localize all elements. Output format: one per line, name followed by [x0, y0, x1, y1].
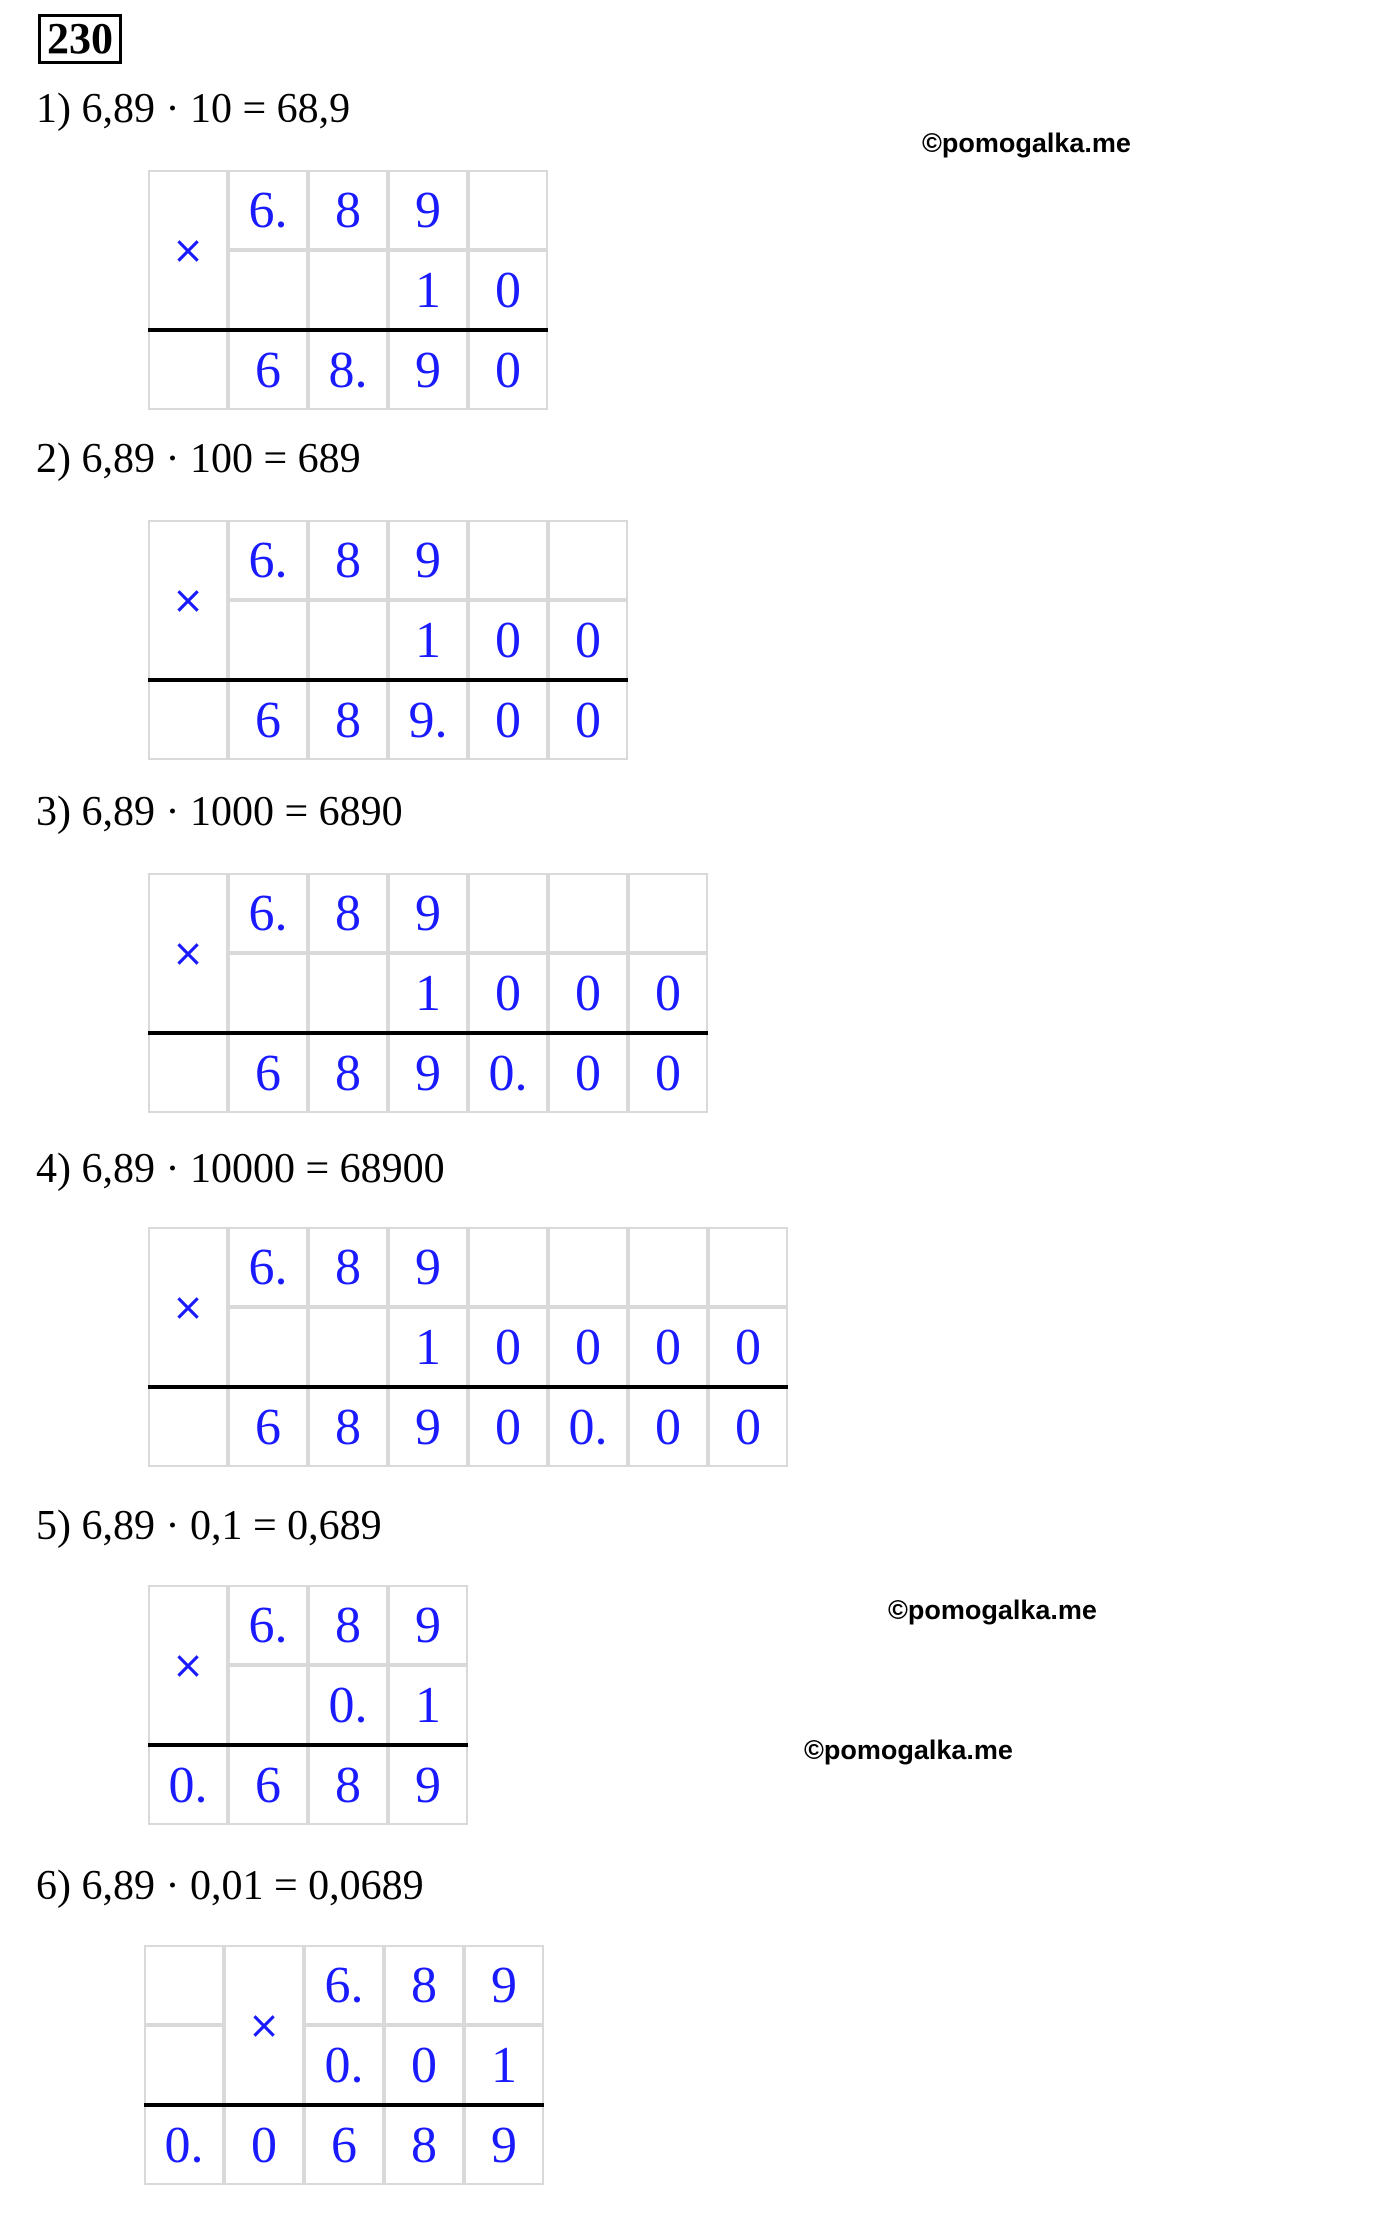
equation-6: 6) 6,89 · 0,01 = 0,0689 [36, 1863, 424, 1909]
multiplication-grid-3 [148, 873, 708, 1113]
digit-cell: 6 [228, 1033, 308, 1113]
digit-cell: 0 [628, 1033, 708, 1113]
result-line [148, 1031, 708, 1035]
digit-cell [228, 1307, 308, 1387]
digit-cell [548, 520, 628, 600]
digit-cell: 1 [388, 600, 468, 680]
digit-cell [228, 953, 308, 1033]
digit-cell: 6. [228, 873, 308, 953]
digit-cell: 0 [628, 1387, 708, 1467]
digit-cell [308, 250, 388, 330]
digit-cell: 0. [468, 1033, 548, 1113]
equation-3: 3) 6,89 · 1000 = 6890 [36, 789, 403, 835]
digit-cell: 8 [308, 1585, 388, 1665]
digit-cell: 8 [308, 1745, 388, 1825]
digit-cell: 9 [388, 330, 468, 410]
digit-cell: 0 [548, 680, 628, 760]
digit-cell: 6 [304, 2105, 384, 2185]
digit-cell [308, 1307, 388, 1387]
digit-cell: 9 [388, 1585, 468, 1665]
multiplication-grid-1 [148, 170, 548, 410]
multiplication-grid-6 [144, 1945, 544, 2185]
watermark-2: ©pomogalka.me [888, 1595, 1097, 1625]
digit-cell [468, 520, 548, 600]
digit-cell [148, 330, 228, 410]
multiplication-grid-4 [148, 1227, 788, 1467]
digit-cell: 0 [468, 1307, 548, 1387]
equation-4: 4) 6,89 · 10000 = 68900 [36, 1146, 445, 1192]
watermark-3: ©pomogalka.me [804, 1735, 1013, 1765]
digit-cell [144, 2025, 224, 2105]
result-line [144, 2103, 544, 2107]
digit-cell: 0. [548, 1387, 628, 1467]
multiplication-grid-2 [148, 520, 628, 760]
digit-cell: 0 [384, 2025, 464, 2105]
digit-cell: 8 [308, 873, 388, 953]
equation-5: 5) 6,89 · 0,1 = 0,689 [36, 1503, 382, 1549]
digit-cell: 6. [228, 520, 308, 600]
digit-cell [228, 250, 308, 330]
digit-cell: 8 [308, 680, 388, 760]
digit-cell: 6. [304, 1945, 384, 2025]
digit-cell: 0 [708, 1387, 788, 1467]
result-line [148, 1743, 468, 1747]
digit-cell: 9 [388, 1033, 468, 1113]
digit-cell: 0 [468, 1387, 548, 1467]
digit-cell: 0 [468, 953, 548, 1033]
digit-cell: 8 [384, 1945, 464, 2025]
digit-cell: 1 [388, 953, 468, 1033]
digit-cell: 0. [144, 2105, 224, 2185]
digit-cell: 0 [548, 1033, 628, 1113]
result-line [148, 328, 548, 332]
digit-cell: 0 [548, 953, 628, 1033]
digit-cell [548, 873, 628, 953]
digit-cell: 0 [468, 250, 548, 330]
digit-cell: 6. [228, 170, 308, 250]
digit-cell: 6. [228, 1227, 308, 1307]
digit-cell [228, 600, 308, 680]
digit-cell: 0 [468, 330, 548, 410]
multiply-sign: × [148, 170, 228, 330]
digit-cell [468, 170, 548, 250]
digit-cell: 9 [388, 873, 468, 953]
digit-cell [628, 1227, 708, 1307]
multiply-sign: × [148, 873, 228, 1033]
multiply-sign: × [148, 520, 228, 680]
digit-cell: 8 [384, 2105, 464, 2185]
digit-cell: 0. [148, 1745, 228, 1825]
task-number: 230 [38, 14, 122, 64]
digit-cell: 0. [304, 2025, 384, 2105]
digit-cell: 9 [464, 1945, 544, 2025]
digit-cell: 6. [228, 1585, 308, 1665]
digit-cell: 1 [388, 1307, 468, 1387]
equation-2: 2) 6,89 · 100 = 689 [36, 436, 361, 482]
digit-cell: 6 [228, 1387, 308, 1467]
digit-cell [628, 873, 708, 953]
watermark-1: ©pomogalka.me [922, 128, 1131, 158]
digit-cell: 0 [628, 953, 708, 1033]
result-line [148, 1385, 788, 1389]
digit-cell: 6 [228, 330, 308, 410]
digit-cell: 0 [468, 600, 548, 680]
digit-cell: 9 [388, 1387, 468, 1467]
multiply-sign: × [148, 1585, 228, 1745]
digit-cell: 9 [464, 2105, 544, 2185]
digit-cell [144, 1945, 224, 2025]
digit-cell [308, 600, 388, 680]
digit-cell: 0 [224, 2105, 304, 2185]
digit-cell: 9 [388, 170, 468, 250]
multiply-sign: × [148, 1227, 228, 1387]
digit-cell: 8 [308, 1387, 388, 1467]
digit-cell [308, 953, 388, 1033]
digit-cell: 8 [308, 520, 388, 600]
digit-cell [708, 1227, 788, 1307]
digit-cell: 1 [464, 2025, 544, 2105]
digit-cell [148, 680, 228, 760]
digit-cell [228, 1665, 308, 1745]
digit-cell: 6 [228, 1745, 308, 1825]
digit-cell: 8. [308, 330, 388, 410]
digit-cell [148, 1387, 228, 1467]
digit-cell: 9. [388, 680, 468, 760]
multiplication-grid-5 [148, 1585, 468, 1825]
digit-cell: 0 [708, 1307, 788, 1387]
digit-cell [468, 1227, 548, 1307]
digit-cell: 8 [308, 170, 388, 250]
digit-cell: 6 [228, 680, 308, 760]
result-line [148, 678, 628, 682]
equation-1: 1) 6,89 · 10 = 68,9 [36, 86, 351, 132]
digit-cell: 1 [388, 1665, 468, 1745]
digit-cell: 1 [388, 250, 468, 330]
multiply-sign: × [224, 1945, 304, 2105]
digit-cell: 8 [308, 1033, 388, 1113]
digit-cell: 0 [548, 600, 628, 680]
digit-cell [148, 1033, 228, 1113]
digit-cell: 0 [468, 680, 548, 760]
digit-cell: 9 [388, 1745, 468, 1825]
digit-cell [468, 873, 548, 953]
digit-cell: 9 [388, 520, 468, 600]
digit-cell: 9 [388, 1227, 468, 1307]
digit-cell: 0. [308, 1665, 388, 1745]
digit-cell: 0 [628, 1307, 708, 1387]
digit-cell [548, 1227, 628, 1307]
digit-cell: 0 [548, 1307, 628, 1387]
digit-cell: 8 [308, 1227, 388, 1307]
